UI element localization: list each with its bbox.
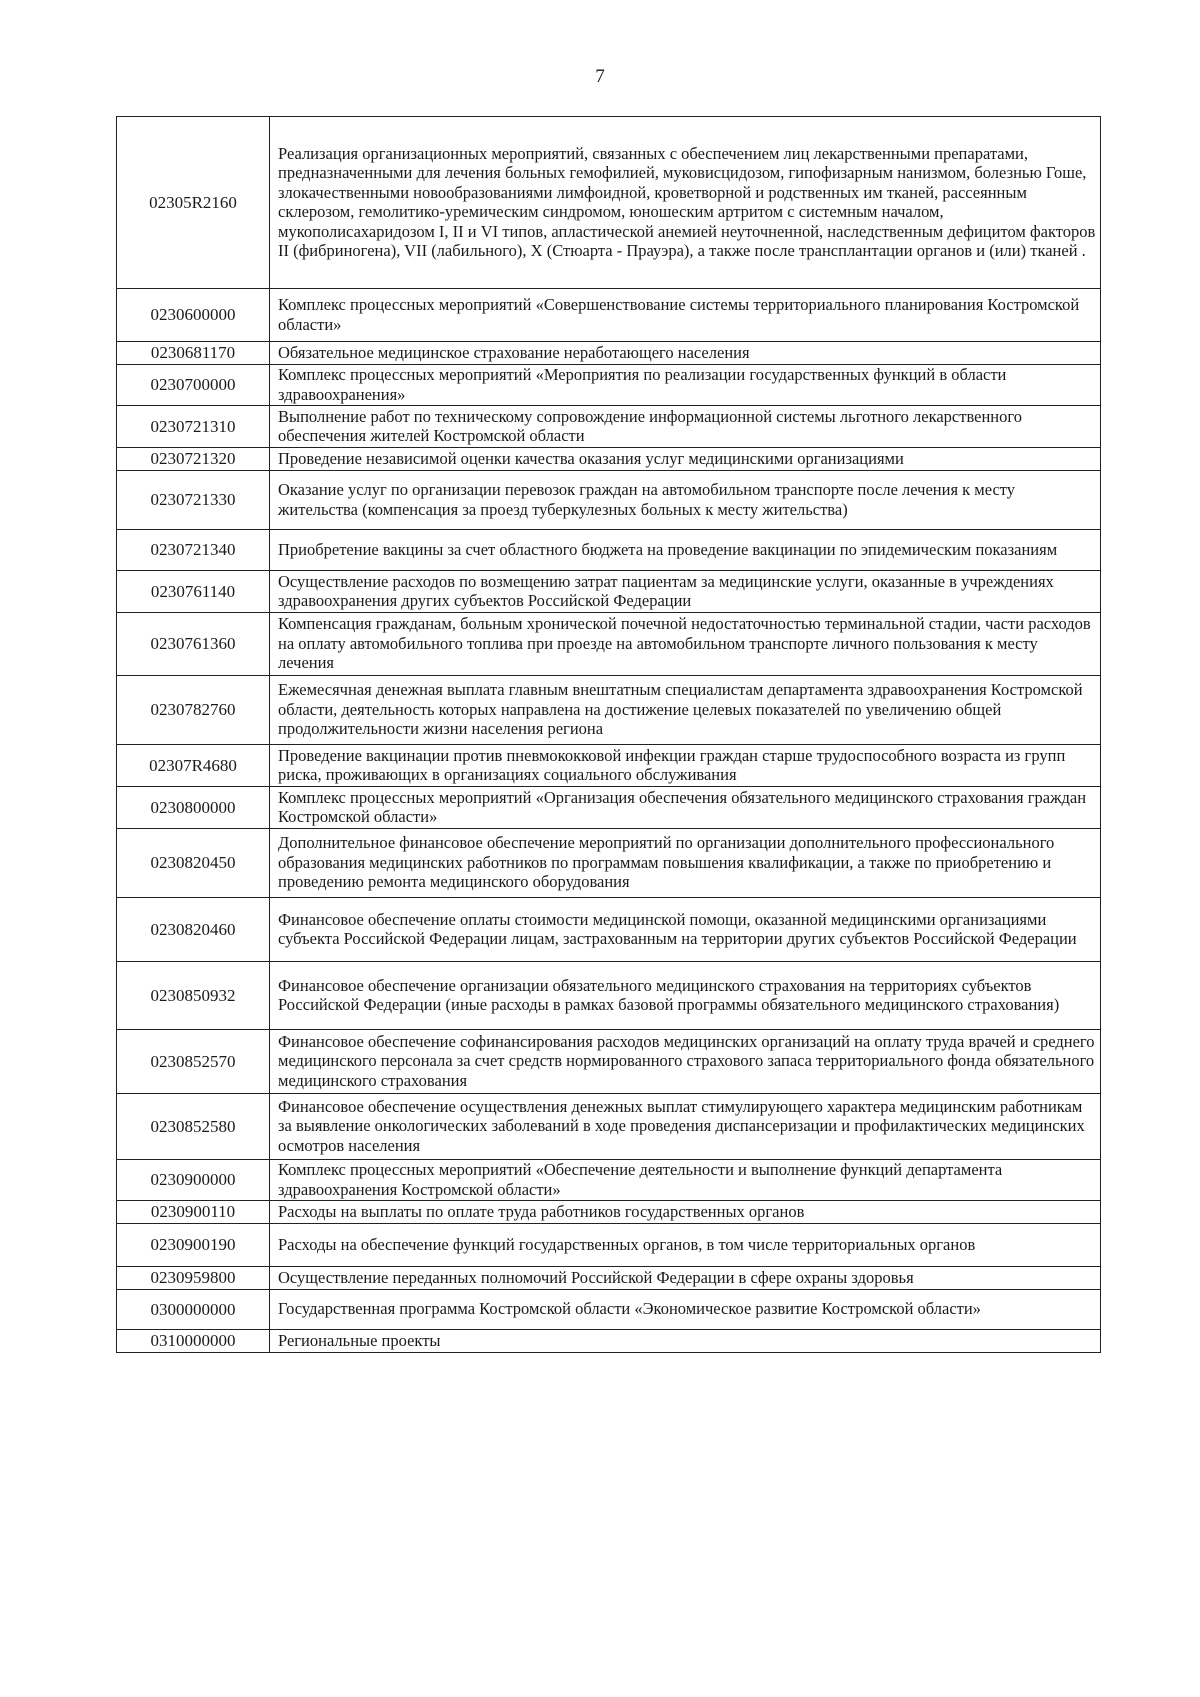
table-body bbox=[117, 117, 1101, 1353]
table-row bbox=[117, 787, 1101, 829]
row-description: Осуществление расходов по возмещению затрат пациентам за медицинские услуги, оказанные в учреждениях здравоохранения других субъектов Российской Федерации bbox=[270, 571, 1101, 613]
table-row bbox=[117, 530, 1101, 571]
table-row bbox=[117, 289, 1101, 342]
table-row bbox=[117, 1030, 1101, 1094]
row-description: Осуществление переданных полномочий Российской Федерации в сфере охраны здоровья bbox=[270, 1267, 1101, 1290]
row-code: 0230852570 bbox=[117, 1030, 270, 1094]
row-description: Комплекс процессных мероприятий «Совершенствование системы территориального планирования Костромской области» bbox=[270, 289, 1101, 342]
row-description: Финансовое обеспечение организации обязательного медицинского страхования на территориях субъектов Российской Федерации (иные расходы в рамках базовой программы обязательного медицинского страхования) bbox=[270, 962, 1101, 1030]
row-code: 0230800000 bbox=[117, 787, 270, 829]
table-row bbox=[117, 342, 1101, 365]
row-description: Расходы на обеспечение функций государственных органов, в том числе территориальных органов bbox=[270, 1224, 1101, 1267]
table-row bbox=[117, 1160, 1101, 1201]
row-code: 0230761140 bbox=[117, 571, 270, 613]
row-description: Приобретение вакцины за счет областного бюджета на проведение вакцинации по эпидемическим показаниям bbox=[270, 530, 1101, 571]
row-description: Комплекс процессных мероприятий «Организация обеспечения обязательного медицинского страхования граждан Костромской области» bbox=[270, 787, 1101, 829]
row-code: 0230900190 bbox=[117, 1224, 270, 1267]
row-description: Финансовое обеспечение софинансирования расходов медицинских организаций на оплату труда врачей и среднего медицинского персонала за счет средств нормированного страхового запаса территориального фонда обязательного медицинского страхования bbox=[270, 1030, 1101, 1094]
row-code: 0300000000 bbox=[117, 1290, 270, 1330]
row-code: 0230721340 bbox=[117, 530, 270, 571]
table-row bbox=[117, 745, 1101, 787]
row-code: 0230852580 bbox=[117, 1094, 270, 1160]
row-description: Государственная программа Костромской области «Экономическое развитие Костромской области» bbox=[270, 1290, 1101, 1330]
table-row bbox=[117, 1290, 1101, 1330]
row-description: Региональные проекты bbox=[270, 1330, 1101, 1353]
row-code: 0230700000 bbox=[117, 365, 270, 406]
row-description: Финансовое обеспечение оплаты стоимости медицинской помощи, оказанной медицинскими организациями субъекта Российской Федерации лицам, застрахованным на территории других субъектов Российской Федерации bbox=[270, 898, 1101, 962]
table-row bbox=[117, 448, 1101, 471]
row-code: 0230900110 bbox=[117, 1201, 270, 1224]
row-code: 02305R2160 bbox=[117, 117, 270, 289]
table-row bbox=[117, 962, 1101, 1030]
row-description: Реализация организационных мероприятий, связанных с обеспечением лиц лекарственными препаратами, предназначенными для лечения больных гемофилией, муковисцидозом, гипофизарным нанизмом, болезнью Гоше, злокачественными новообразованиями лимфоидной, кроветворной и родственных им тканей, рассеянным склерозом, гемолитико-уремическим синдромом, юношеским артритом с системным началом, мукополисахаридозом I, II и VI типов, апластической анемией неуточненной, наследственным дефицитом факторов II (фибриногена), VII (лабильного), X (Стюарта - Прауэра), а также после трансплантации органов и (или) тканей . bbox=[270, 117, 1101, 289]
table-row bbox=[117, 898, 1101, 962]
row-code: 0310000000 bbox=[117, 1330, 270, 1353]
row-description: Выполнение работ по техническому сопровождение информационной системы льготного лекарственного обеспечения жителей Костромской области bbox=[270, 406, 1101, 448]
page-number: 7 bbox=[595, 66, 605, 87]
row-code: 0230761360 bbox=[117, 613, 270, 676]
row-code: 0230721310 bbox=[117, 406, 270, 448]
row-description: Компенсация гражданам, больным хронической почечной недостаточностью терминальной стадии, части расходов на оплату автомобильного топлива при проезде на автомобильном транспорте личного пользования к месту лечения bbox=[270, 613, 1101, 676]
table-row bbox=[117, 117, 1101, 289]
row-description: Комплекс процессных мероприятий «Обеспечение деятельности и выполнение функций департамента здравоохранения Костромской области» bbox=[270, 1160, 1101, 1201]
row-code: 0230900000 bbox=[117, 1160, 270, 1201]
row-description: Комплекс процессных мероприятий «Мероприятия по реализации государственных функций в области здравоохранения» bbox=[270, 365, 1101, 406]
budget-codes-table bbox=[116, 116, 1101, 1353]
row-description: Ежемесячная денежная выплата главным внештатным специалистам департамента здравоохранения Костромской области, деятельность которых направлена на достижение целевых показателей по увеличению общей продолжительности жизни населения региона bbox=[270, 676, 1101, 745]
table-row bbox=[117, 406, 1101, 448]
row-description: Обязательное медицинское страхование неработающего населения bbox=[270, 342, 1101, 365]
row-description: Проведение независимой оценки качества оказания услуг медицинскими организациями bbox=[270, 448, 1101, 471]
row-code: 0230721330 bbox=[117, 471, 270, 530]
table-row bbox=[117, 676, 1101, 745]
row-code: 02307R4680 bbox=[117, 745, 270, 787]
row-code: 0230850932 bbox=[117, 962, 270, 1030]
table-row bbox=[117, 1330, 1101, 1353]
row-code: 0230681170 bbox=[117, 342, 270, 365]
table-row bbox=[117, 829, 1101, 898]
table-row bbox=[117, 571, 1101, 613]
table-row bbox=[117, 1201, 1101, 1224]
table-row bbox=[117, 1094, 1101, 1160]
row-description: Дополнительное финансовое обеспечение мероприятий по организации дополнительного профессионального образования медицинских работников по программам повышения квалификации, а также по приобретению и проведению ремонта медицинского оборудования bbox=[270, 829, 1101, 898]
row-code: 0230820450 bbox=[117, 829, 270, 898]
row-code: 0230600000 bbox=[117, 289, 270, 342]
row-description: Оказание услуг по организации перевозок граждан на автомобильном транспорте после лечения к месту жительства (компенсация за проезд туберкулезных больных к месту жительства) bbox=[270, 471, 1101, 530]
table-row bbox=[117, 365, 1101, 406]
row-code: 0230959800 bbox=[117, 1267, 270, 1290]
table-row bbox=[117, 613, 1101, 676]
row-description: Финансовое обеспечение осуществления денежных выплат стимулирующего характера медицинским работникам за выявление онкологических заболеваний в ходе проведения диспансеризации и профилактических медицинских осмотров населения bbox=[270, 1094, 1101, 1160]
row-code: 0230721320 bbox=[117, 448, 270, 471]
table-row bbox=[117, 471, 1101, 530]
row-description: Проведение вакцинации против пневмококковой инфекции граждан старше трудоспособного возраста из групп риска, проживающих в организациях социального обслуживания bbox=[270, 745, 1101, 787]
table-row bbox=[117, 1224, 1101, 1267]
row-code: 0230782760 bbox=[117, 676, 270, 745]
row-code: 0230820460 bbox=[117, 898, 270, 962]
table-row bbox=[117, 1267, 1101, 1290]
row-description: Расходы на выплаты по оплате труда работников государственных органов bbox=[270, 1201, 1101, 1224]
